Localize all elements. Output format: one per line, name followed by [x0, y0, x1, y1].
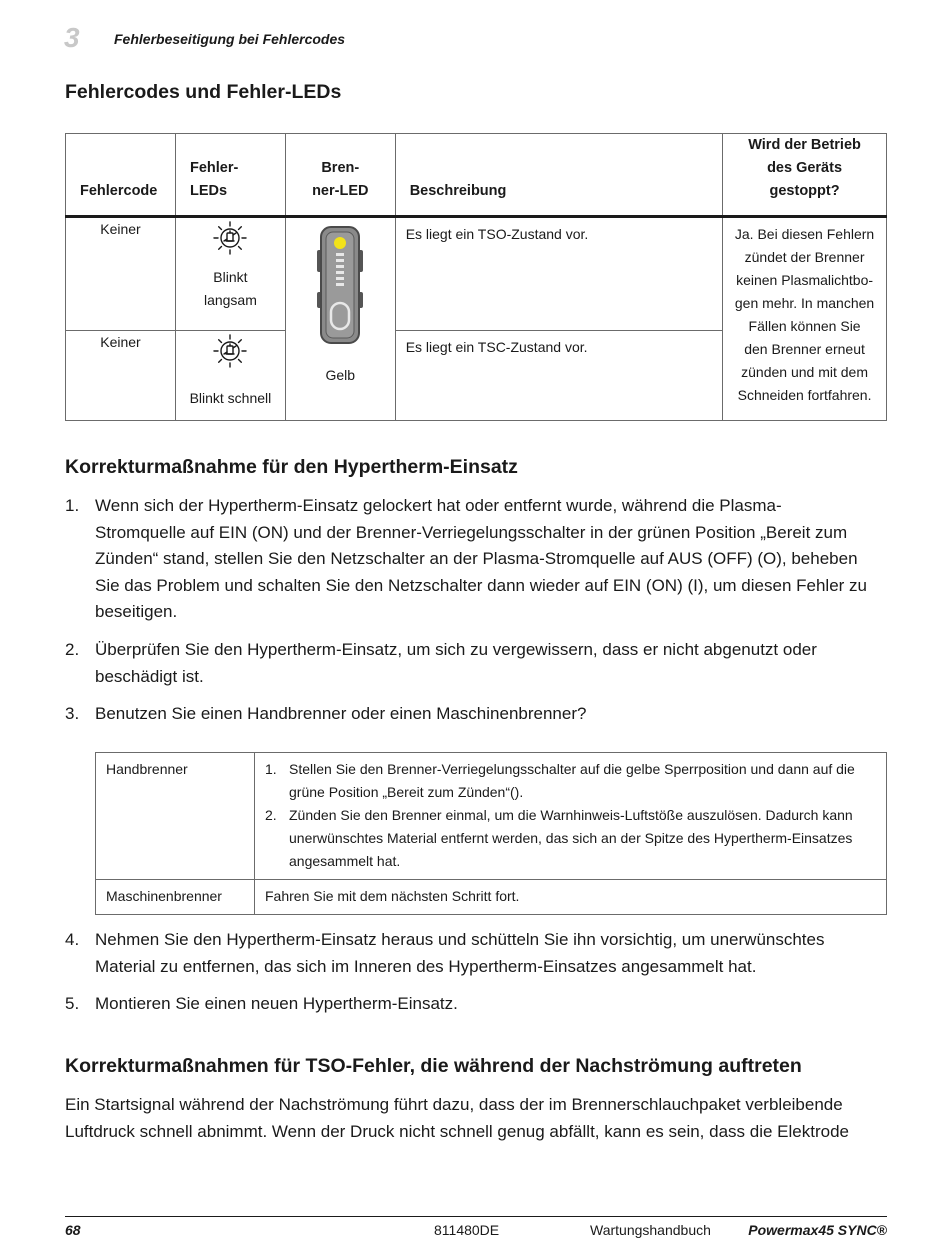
led-state-fast: Blinkt schnell [189, 390, 272, 406]
section-title-hypertherm-cartridge: Korrekturmaßnahme für den Hypertherm-Einsatz [65, 456, 518, 478]
list-item: 5. Montieren Sie einen neuen Hypertherm-Einsatz. [65, 994, 458, 1013]
body-paragraph: Ein Startsignal während der Nachströmung führt dazu, dass der im Brennerschlauchpaket verbleibende Luftdruck schnell abnimmt. Wenn der Druck nicht schnell genug abfällt, kann es sein, dass die Elektrode [65, 1095, 849, 1141]
list-item: 2. Überprüfen Sie den Hypertherm-Einsatz, um sich zu vergewissern, dass er nicht abgenutzt oder beschädigt ist. [65, 640, 817, 686]
error-led-cell [175, 217, 285, 331]
error-code-cell: Keiner [66, 331, 176, 421]
error-code-table [65, 133, 887, 421]
page-number: 68 [65, 1222, 81, 1238]
error-led-cell [175, 331, 285, 421]
table-header-row [66, 134, 887, 217]
chapter-title: Fehlerbeseitigung bei Fehlercodes [114, 31, 346, 47]
table-row [96, 880, 887, 915]
header-operation-stopped: Wird der Betrieb des Geräts gestoppt? [723, 134, 887, 217]
table-row [66, 217, 887, 331]
header-description: Beschreibung [395, 134, 722, 217]
list-item: 2. Zünden Sie den Brenner einmal, um die Warnhinweis-Luftstöße auszulösen. Dadurch kann unerwünschtes Material entfernt werden, das sich an der Spitze des Hypertherm-Einsatzes angesammelt hat. [265, 807, 853, 869]
description-cell: Es liegt ein TSO-Zustand vor. [395, 217, 722, 331]
hand-torch-label: Handbrenner [96, 753, 255, 880]
operation-stopped-cell: Ja. Bei diesen Fehlern zündet der Brenner keinen Plasmalichtbo- gen mehr. In manchen Fällen können Sie den Brenner erneut zünden und mit dem Schneiden fortfahren. [723, 217, 887, 421]
fault-led-blinking-icon [210, 331, 250, 371]
machine-torch-text: Fahren Sie mit dem nächsten Schritt fort. [255, 880, 887, 915]
chapter-number: 3 [64, 22, 80, 53]
led-state-slow: Blinkt [213, 269, 248, 285]
header-error-leds: Fehler-LEDs [175, 134, 285, 217]
list-item: 4. Nehmen Sie den Hypertherm-Einsatz heraus und schütteln Sie ihn vorsichtig, um unerwünschtes Material zu entfernen, das sich im Inneren des Hypertherm-Einsatzes angesammelt hat. [65, 930, 825, 976]
manual-title: Wartungshandbuch [590, 1222, 711, 1238]
product-name: Powermax45 SYNC® [748, 1222, 887, 1238]
torch-led-indicator-icon [317, 226, 363, 344]
list-item: 1. Stellen Sie den Brenner-Verriegelungsschalter auf die gelbe Sperrposition und dann auf die grüne Position „Bereit zum Zünden“(). [265, 761, 855, 800]
description-cell: Es liegt ein TSC-Zustand vor. [395, 331, 722, 421]
torch-led-cell [285, 217, 395, 421]
error-code-cell: Keiner [66, 217, 176, 331]
fault-led-blinking-icon [210, 218, 250, 258]
header-error-code: Fehlercode [66, 134, 176, 217]
hand-torch-steps [255, 753, 887, 880]
led-state-slow-2: langsam [203, 292, 257, 308]
section-title-error-codes: Fehlercodes und Fehler-LEDs [65, 81, 342, 103]
list-item: 3. Benutzen Sie einen Handbrenner oder einen Maschinenbrenner? [65, 704, 587, 723]
section-title-tso-postflow: Korrekturmaßnahmen für TSO-Fehler, die während der Nachströmung auftreten [65, 1055, 802, 1077]
machine-torch-label: Maschinenbrenner [96, 880, 255, 915]
table-row [96, 753, 887, 880]
header-torch-led: Bren- ner-LED [285, 134, 395, 217]
footer-divider [65, 1216, 887, 1217]
list-item: 1. Wenn sich der Hypertherm-Einsatz gelockert hat oder entfernt wurde, während die Plasma- Stromquelle auf EIN (ON) und der Brenner-Verriegelungsschalter in der grünen Position „Bereit zum Zünden“ stand, stellen Sie den Netzschalter an der Plasma-Stromquelle auf AUS (OFF) (O), beheben Sie das Problem und schalten Sie den Netzschalter dann wieder auf EIN (ON) (I), um diesen Fehler zu beseitigen. [65, 496, 867, 621]
torch-type-table [95, 752, 887, 915]
torch-led-label: Gelb [325, 367, 356, 383]
torch-led-light [334, 237, 346, 249]
document-number: 811480DE [434, 1222, 500, 1238]
